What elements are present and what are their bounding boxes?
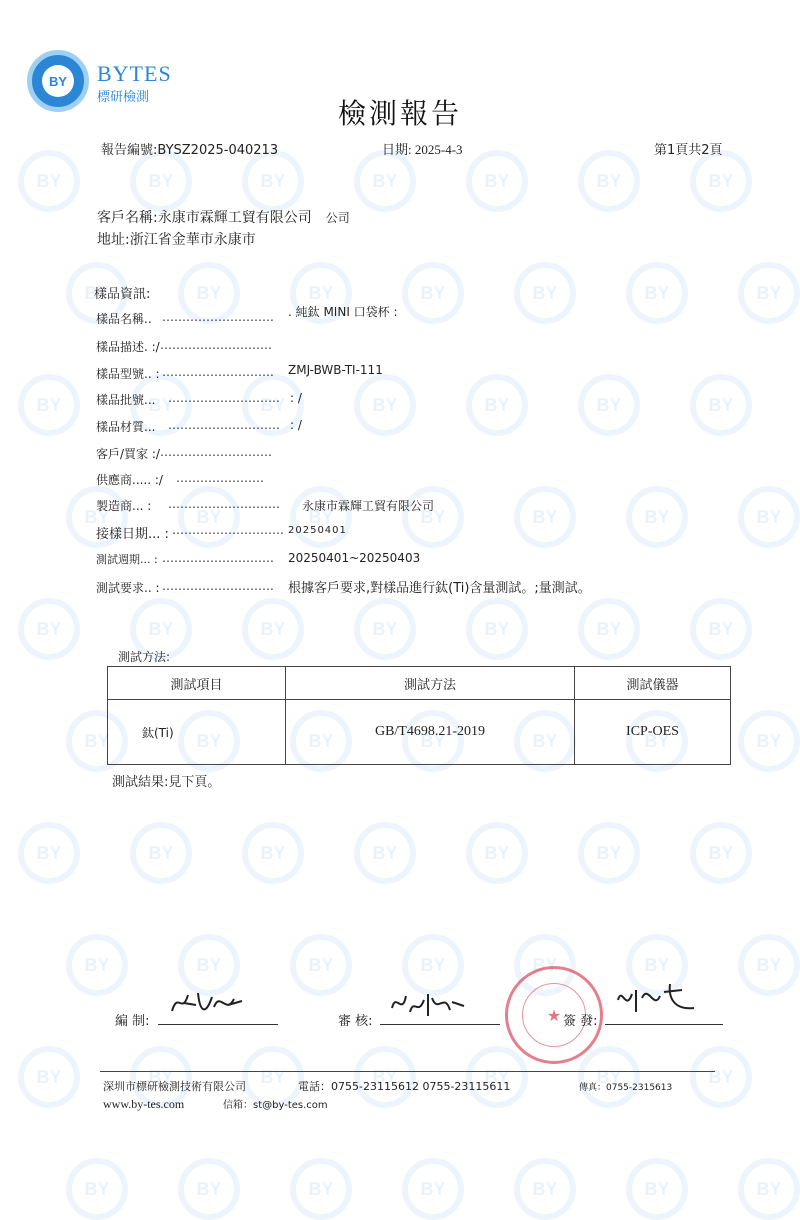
client-name-label: 客戶名稱:	[97, 210, 158, 226]
watermark-logo-icon	[578, 374, 640, 436]
footer-divider	[100, 1071, 715, 1072]
sample-row-dots: ……………………….	[162, 579, 274, 593]
sample-row-dots: ……………………….	[162, 365, 274, 379]
watermark-logo-icon	[178, 1158, 240, 1220]
watermark-logo-icon	[354, 374, 416, 436]
reviewed-signature-line	[380, 1024, 500, 1025]
watermark-logo-icon	[354, 822, 416, 884]
sample-row-dots: ……………………….	[162, 551, 274, 565]
compiled-signature-image	[168, 985, 248, 1021]
sample-row-label: 樣品型號.. :	[96, 367, 160, 381]
column-header: 測試項目	[108, 667, 286, 700]
logo-subtitle: 標研檢測	[97, 90, 150, 105]
watermark-logo-icon	[626, 1158, 688, 1220]
sample-row-dots: ………………….	[176, 471, 264, 485]
watermark-logo-icon	[514, 486, 576, 548]
sample-row-value: : /	[290, 418, 302, 432]
sample-row-label: 樣品描述. :/	[96, 340, 160, 354]
test-result-note: 測試結果:見下頁。	[112, 775, 221, 790]
table-cell-method: GB/T4698.21-2019	[286, 700, 575, 765]
watermark-logo-icon	[354, 150, 416, 212]
sample-row-label: 接樣日期... :	[96, 527, 169, 542]
watermark-logo-icon	[18, 1046, 80, 1108]
watermark-logo-icon	[626, 262, 688, 324]
sample-row-label: 測試要求.. :	[96, 581, 160, 595]
client-address-label: 地址:	[97, 232, 130, 248]
sample-row-label: 供應商..... :/	[96, 473, 163, 487]
watermark-logo-icon	[66, 934, 128, 996]
table-cell-instrument: ICP-OES	[575, 700, 731, 765]
sample-row-label: 製造商... :	[96, 499, 152, 513]
compiled-by-label: 編 制:	[115, 1014, 150, 1029]
sample-row-dots: ……………………….	[162, 310, 274, 324]
watermark-logo-icon	[690, 374, 752, 436]
client-address-line	[97, 229, 256, 249]
watermark-logo-icon	[402, 934, 464, 996]
sample-row-label: 客戶/買家 :/	[96, 447, 160, 461]
sample-row-dots: ……………………….	[168, 391, 280, 405]
watermark-logo-icon	[242, 822, 304, 884]
document-title: 檢測報告	[337, 99, 462, 130]
watermark-logo-icon	[18, 150, 80, 212]
approved-signature-image	[612, 980, 702, 1016]
sample-row-label: 測試週期... :	[96, 553, 158, 566]
watermark-logo-icon	[242, 598, 304, 660]
test-method-heading: 測試方法:	[118, 650, 171, 664]
watermark-logo-icon	[738, 1158, 800, 1220]
sample-row-label: 樣品名稱..	[96, 312, 152, 326]
watermark-logo-icon	[466, 822, 528, 884]
reviewed-by-label: 審 核:	[338, 1014, 373, 1029]
seal-star-icon: ★	[546, 1005, 562, 1025]
compiled-signature-line	[158, 1024, 278, 1025]
client-name: 永康市霖輝工貿有限公司	[157, 210, 312, 226]
watermark-logo-icon	[402, 486, 464, 548]
footer-fax: 傳真：0755-2315613	[579, 1083, 673, 1093]
watermark-logo-icon	[578, 598, 640, 660]
client-name-line	[97, 207, 350, 227]
watermark-logo-icon	[578, 822, 640, 884]
watermark-logo-icon	[690, 598, 752, 660]
watermark-logo-icon	[626, 486, 688, 548]
reviewed-signature-image	[388, 988, 468, 1022]
watermark-logo-icon	[578, 150, 640, 212]
watermark-logo-icon	[130, 822, 192, 884]
test-method-table	[107, 666, 731, 765]
sample-row-dots: ……………………….	[160, 338, 272, 352]
client-name-suffix: 公司	[325, 211, 350, 225]
sample-row-value: 20250401	[288, 525, 347, 536]
table-header-row	[108, 667, 731, 700]
watermark-logo-icon	[290, 486, 352, 548]
table-row	[108, 700, 731, 765]
watermark-logo-icon	[18, 598, 80, 660]
page-indicator: 第1頁共2頁	[654, 143, 723, 158]
column-header: 測試方法	[286, 667, 575, 700]
sample-row-value: 20250401~20250403	[288, 551, 421, 565]
watermark-logo-icon	[290, 934, 352, 996]
watermark-logo-icon	[738, 934, 800, 996]
watermark-logo-icon	[690, 822, 752, 884]
sample-row-dots: ……………………….	[160, 445, 272, 459]
approved-by-label: 簽 發:	[563, 1014, 598, 1029]
watermark-logo-icon	[514, 262, 576, 324]
report-date: 日期: 2025-4-3	[382, 142, 463, 157]
watermark-logo-icon	[178, 486, 240, 548]
sample-row-value: . 純鈦 MINI 口袋杯 :	[288, 305, 398, 319]
report-number: 報告編號:BYSZ2025-040213	[101, 143, 279, 158]
sample-row-dots: ……………………….	[168, 497, 280, 511]
client-address: 浙江省金華市永康市	[129, 232, 256, 248]
sample-row-value: ZMJ-BWB-TI-111	[288, 363, 383, 377]
footer-email[interactable]: 信箱：st@by-tes.com	[223, 1100, 328, 1111]
watermark-logo-icon	[690, 1046, 752, 1108]
watermark-logo-icon	[514, 1158, 576, 1220]
watermark-logo-icon	[290, 1158, 352, 1220]
watermark-logo-icon	[18, 822, 80, 884]
column-header: 測試儀器	[575, 667, 731, 700]
watermark-logo-icon	[354, 1046, 416, 1108]
watermark-logo-icon	[354, 598, 416, 660]
table-cell-item: 鈦(Ti)	[108, 700, 286, 765]
watermark-logo-icon	[66, 1158, 128, 1220]
logo-name: BYTES	[97, 61, 172, 86]
watermark-logo-icon	[738, 262, 800, 324]
watermark-logo-icon	[466, 598, 528, 660]
sample-row-value: 永康市霖輝工貿有限公司	[302, 499, 435, 513]
sample-row-dots: ……………………….	[172, 523, 284, 537]
sample-row-label: 樣品材質...	[96, 420, 156, 434]
watermark-logo-icon	[738, 710, 800, 772]
logo-mark: BY	[42, 65, 74, 97]
sample-info-heading: 樣品資訊:	[94, 287, 151, 302]
watermark-logo-icon	[242, 150, 304, 212]
watermark-logo-icon	[18, 374, 80, 436]
watermark-logo-icon	[738, 486, 800, 548]
sample-row-value: 根據客戶要求,對樣品進行鈦(Ti)含量測試。;量測試。	[288, 581, 591, 596]
watermark-logo-icon	[466, 374, 528, 436]
approved-signature-line	[605, 1024, 723, 1025]
sample-row-dots: ……………………….	[168, 418, 280, 432]
sample-row-value: : /	[290, 391, 302, 405]
sample-row-label: 樣品批號...	[96, 393, 156, 407]
footer-website[interactable]: www.by-tes.com	[103, 1097, 185, 1111]
watermark-logo-icon	[402, 1158, 464, 1220]
watermark-logo-icon	[690, 150, 752, 212]
watermark-logo-icon	[578, 1046, 640, 1108]
footer-phone: 電話：0755-23115612 0755-23115611	[298, 1080, 511, 1093]
watermark-logo-icon	[466, 150, 528, 212]
watermark-logo-icon	[466, 1046, 528, 1108]
watermark-logo-icon	[130, 150, 192, 212]
watermark-logo-icon	[402, 262, 464, 324]
footer-company: 深圳市標研檢測技術有限公司	[103, 1080, 246, 1093]
